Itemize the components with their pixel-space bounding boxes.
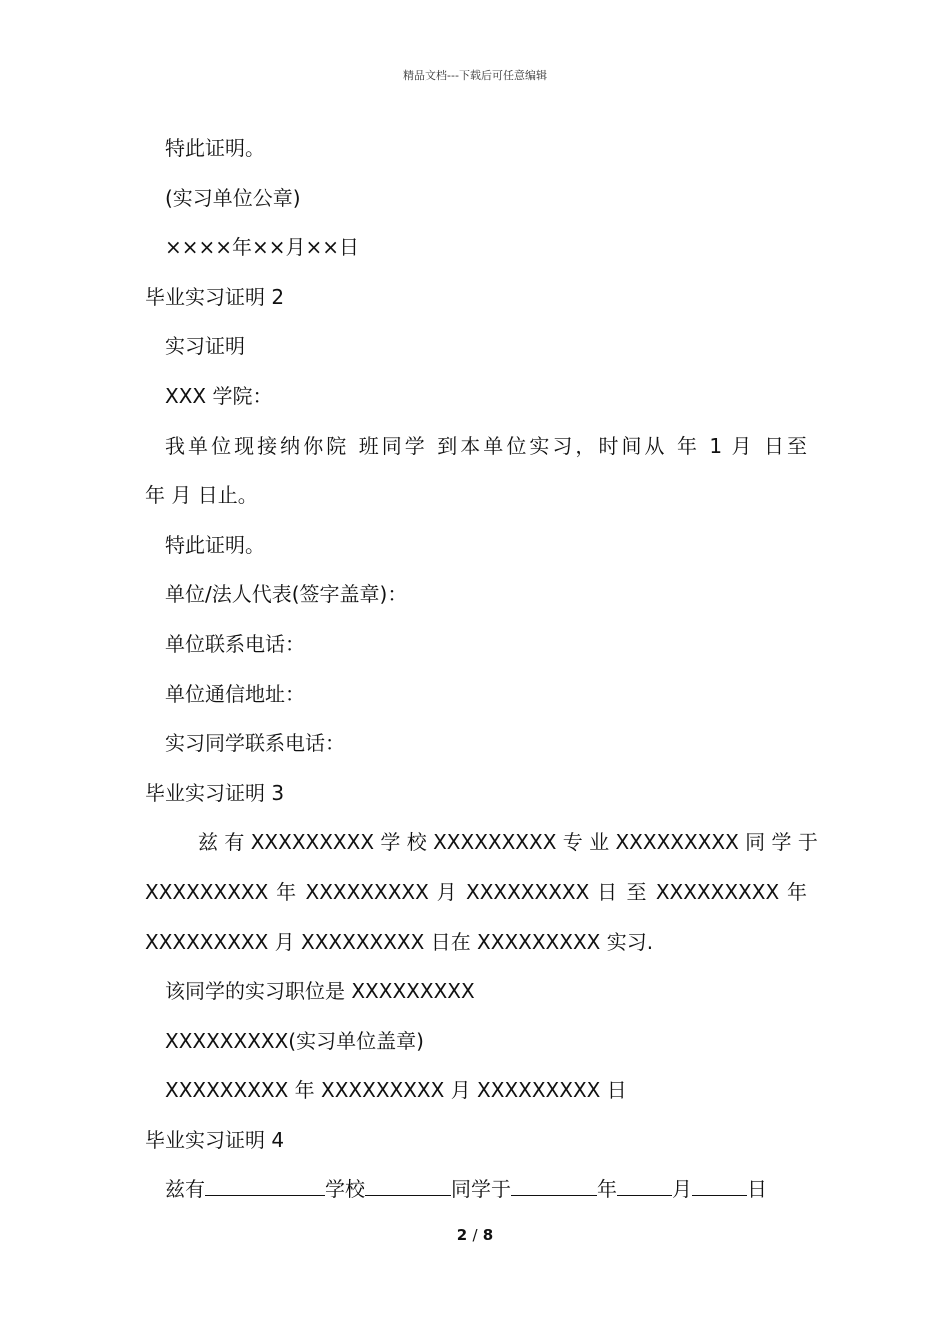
- fill-word: 学校: [325, 1177, 365, 1202]
- fill-blank: [692, 1179, 747, 1196]
- page-header: 精品文档---下载后可任意编辑: [403, 69, 547, 82]
- page-separator: /: [472, 1226, 478, 1244]
- position-line: 该同学的实习职位是 XXXXXXXXX: [165, 979, 475, 1004]
- student-phone-field: 实习同学联系电话：: [165, 731, 345, 756]
- fill-word: 年: [597, 1177, 617, 1202]
- body-paragraph-line: 年 月 日止。: [145, 483, 258, 508]
- section-heading-4: 毕业实习证明 4: [145, 1127, 285, 1152]
- document-body: [145, 124, 818, 1215]
- fill-in-line: [145, 1165, 807, 1215]
- fill-word: 同学于: [451, 1177, 511, 1202]
- date-line: ××××年××月××日: [165, 235, 360, 260]
- body-paragraph-line: 我单位现接纳你院 班同学 到本单位实习，时间从 年 1 月 日至: [165, 433, 807, 458]
- body-paragraph-line: XXXXXXXXX 年 XXXXXXXXX 月 XXXXXXXXX 日 至 XXXXXXXXX 年: [145, 879, 807, 904]
- fill-word: 月: [672, 1177, 692, 1202]
- seal-line: (实习单位公章): [165, 185, 301, 210]
- certificate-title: 实习证明: [165, 334, 245, 359]
- fill-word: 日: [747, 1177, 767, 1202]
- closing-line: 特此证明。: [165, 136, 265, 160]
- seal-line: XXXXXXXXX(实习单位盖章): [165, 1028, 424, 1053]
- page-number: [0, 1226, 950, 1244]
- fill-blank: [205, 1179, 325, 1196]
- addressee-line: XXX 学院：: [165, 383, 273, 408]
- signature-field: 单位/法人代表(签字盖章)：: [165, 582, 408, 607]
- fill-blank: [511, 1179, 597, 1196]
- section-heading-3: 毕业实习证明 3: [145, 780, 285, 805]
- section-heading-2: 毕业实习证明 2: [145, 284, 285, 309]
- body-paragraph-line: 兹 有 XXXXXXXXX 学 校 XXXXXXXXX 专 业 XXXXXXXXX 同 学 于: [198, 830, 818, 855]
- address-field: 单位通信地址：: [165, 681, 305, 706]
- body-paragraph-line: XXXXXXXXX 月 XXXXXXXXX 日在 XXXXXXXXX 实习.: [145, 929, 654, 954]
- closing-line: 特此证明。: [165, 532, 265, 557]
- fill-blank: [617, 1179, 672, 1196]
- phone-field: 单位联系电话：: [165, 631, 305, 656]
- date-line: XXXXXXXXX 年 XXXXXXXXX 月 XXXXXXXXX 日: [165, 1078, 627, 1103]
- current-page: 2: [456, 1226, 468, 1244]
- total-pages: 8: [482, 1226, 494, 1244]
- fill-word: 兹有: [165, 1177, 205, 1202]
- fill-blank: [365, 1179, 451, 1196]
